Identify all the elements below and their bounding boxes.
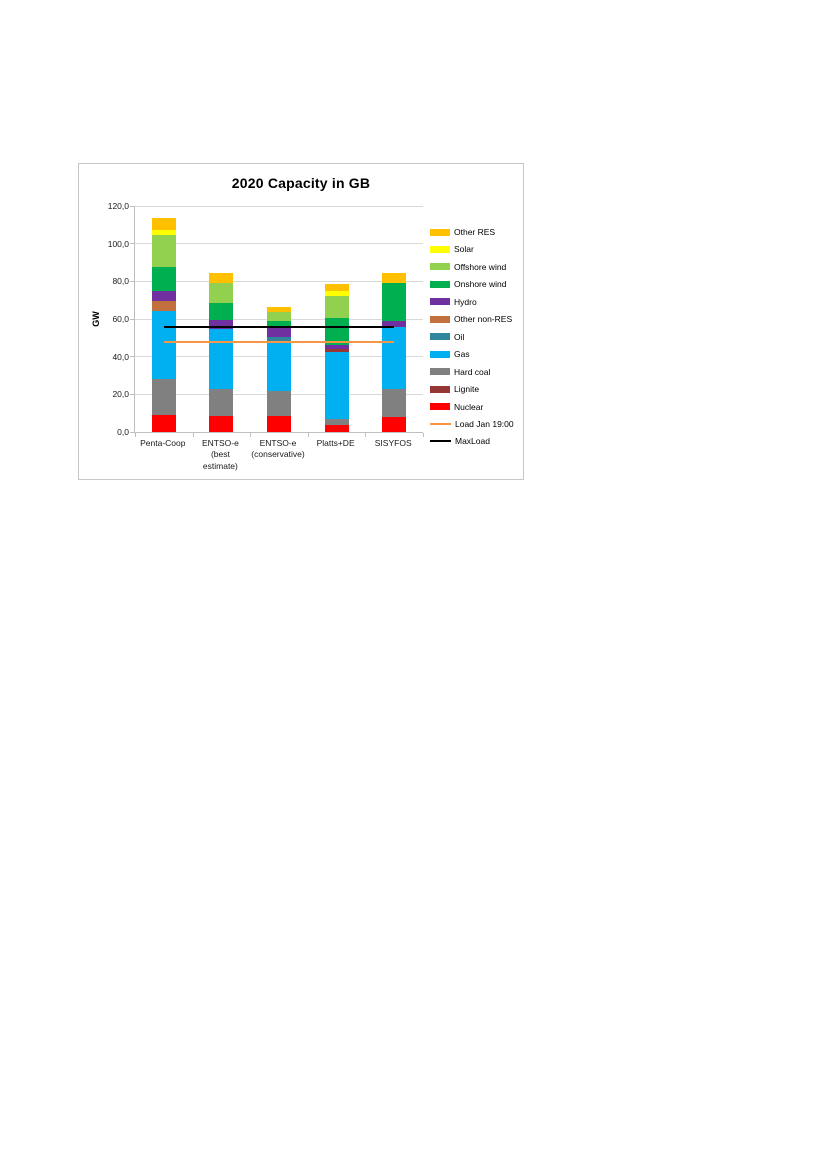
x-category-label-line: (conservative) bbox=[251, 449, 305, 460]
legend-swatch-offshore-wind bbox=[430, 263, 450, 270]
legend-label-offshore-wind: Offshore wind bbox=[454, 261, 507, 272]
x-tick-mark-4 bbox=[365, 433, 366, 437]
legend-item-other-res bbox=[430, 226, 495, 238]
bar-segment-hard-coal bbox=[325, 419, 349, 426]
legend-swatch-hard-coal bbox=[430, 368, 450, 375]
legend-swatch-solar bbox=[430, 246, 450, 253]
bar-segment-other-res bbox=[209, 273, 233, 283]
legend-swatch-onshore-wind bbox=[430, 281, 450, 288]
stacked-bar-entso-e-best-estimate bbox=[209, 273, 233, 432]
bar-segment-gas bbox=[325, 352, 349, 419]
x-category-label-line: Platts+DE bbox=[316, 438, 355, 448]
bar-segment-onshore-wind bbox=[382, 283, 406, 321]
bar-segment-offshore-wind bbox=[152, 235, 176, 267]
legend-item-nuclear bbox=[430, 401, 483, 413]
load-jan-19-00-line bbox=[164, 341, 394, 343]
legend-swatch-hydro bbox=[430, 298, 450, 305]
legend-label-maxload: MaxLoad bbox=[455, 436, 490, 447]
legend-item-gas bbox=[430, 348, 470, 360]
legend-item-maxload bbox=[430, 435, 490, 447]
y-tick-label-20: 20,0 bbox=[112, 389, 129, 400]
x-tick-mark-0 bbox=[135, 433, 136, 437]
x-category-label-line: SISYFOS bbox=[374, 438, 412, 448]
legend-label-hard-coal: Hard coal bbox=[454, 366, 491, 377]
legend-item-hydro bbox=[430, 296, 477, 308]
x-category-label-line: ENTSO-e bbox=[201, 438, 239, 448]
y-tick-label-0: 0,0 bbox=[117, 427, 129, 437]
chart-title: 2020 Capacity in GB bbox=[231, 175, 371, 191]
y-tick-mark-80 bbox=[130, 281, 135, 282]
legend-swatch-other-res bbox=[430, 229, 450, 236]
bar-segment-nuclear bbox=[325, 425, 349, 432]
plot-area bbox=[134, 206, 423, 433]
legend-label-nuclear: Nuclear bbox=[454, 401, 484, 412]
x-category-label-line: (best bbox=[210, 449, 230, 460]
legend-label-other-res: Other RES bbox=[454, 227, 496, 237]
gridline-120 bbox=[135, 206, 423, 207]
legend-label-hydro: Hydro bbox=[454, 296, 477, 307]
y-tick-mark-20 bbox=[130, 394, 135, 395]
bar-segment-offshore-wind bbox=[209, 283, 233, 303]
legend-swatch-oil bbox=[430, 333, 450, 340]
bar-segment-gas bbox=[209, 329, 233, 388]
gridline-100 bbox=[135, 243, 423, 244]
legend-swatch-gas bbox=[430, 351, 450, 358]
bar-segment-nuclear bbox=[152, 415, 176, 432]
y-tick-label-120: 120,0 bbox=[107, 201, 129, 211]
y-tick-label-40: 40,0 bbox=[112, 351, 129, 362]
bar-segment-gas bbox=[267, 343, 291, 391]
legend-item-other-non-res bbox=[430, 313, 512, 325]
x-category-label-line: Penta-Coop bbox=[140, 438, 186, 448]
bar-segment-hard-coal bbox=[152, 379, 176, 415]
bar-segment-nuclear bbox=[267, 416, 291, 432]
x-category-label-line: ENTSO-e bbox=[259, 438, 297, 448]
bar-segment-onshore-wind bbox=[209, 303, 233, 320]
stacked-bar-sisyfos bbox=[382, 273, 406, 432]
bar-segment-other-non-res bbox=[152, 301, 176, 311]
legend-label-other-non-res: Other non-RES bbox=[454, 314, 513, 325]
bar-segment-gas bbox=[152, 311, 176, 379]
legend-item-hard-coal bbox=[430, 366, 490, 378]
bar-segment-gas bbox=[382, 327, 406, 388]
legend-item-onshore-wind bbox=[430, 278, 506, 290]
bar-segment-nuclear bbox=[382, 417, 406, 432]
bar-segment-nuclear bbox=[209, 416, 233, 432]
x-tick-mark-3 bbox=[308, 433, 309, 437]
bar-segment-onshore-wind bbox=[152, 267, 176, 291]
y-axis-label: GW bbox=[91, 311, 101, 327]
legend-swatch-maxload bbox=[430, 440, 451, 442]
bar-segment-offshore-wind bbox=[325, 296, 349, 319]
legend-swatch-nuclear bbox=[430, 403, 450, 410]
legend-item-oil bbox=[430, 331, 464, 343]
y-tick-mark-40 bbox=[130, 356, 135, 357]
x-tick-mark-1 bbox=[193, 433, 194, 437]
x-tick-mark-2 bbox=[250, 433, 251, 437]
gridline-80 bbox=[135, 281, 423, 282]
legend-label-gas: Gas bbox=[454, 349, 470, 360]
legend-swatch-other-non-res bbox=[430, 316, 450, 323]
legend-item-offshore-wind bbox=[430, 261, 506, 273]
x-category-label-line: estimate) bbox=[202, 460, 238, 471]
legend-label-oil: Oil bbox=[454, 331, 465, 342]
bar-segment-offshore-wind bbox=[267, 312, 291, 320]
y-tick-mark-100 bbox=[130, 243, 135, 244]
bar-segment-other-res bbox=[325, 284, 349, 291]
maxload-line bbox=[164, 326, 394, 328]
y-tick-label-60: 60,0 bbox=[112, 314, 129, 324]
y-tick-label-100: 100,0 bbox=[107, 238, 129, 249]
bar-segment-hard-coal bbox=[209, 389, 233, 416]
legend-item-solar bbox=[430, 243, 474, 255]
bar-segment-other-res bbox=[152, 218, 176, 229]
bar-segment-hydro bbox=[152, 291, 176, 301]
legend-label-load-jan-19-00: Load Jan 19:00 bbox=[455, 418, 514, 429]
bar-segment-hard-coal bbox=[382, 389, 406, 417]
stacked-bar-platts-de bbox=[325, 284, 349, 432]
legend-item-lignite bbox=[430, 383, 479, 395]
y-tick-mark-120 bbox=[130, 206, 135, 207]
legend-label-solar: Solar bbox=[454, 244, 474, 255]
chart-container bbox=[78, 163, 524, 480]
y-tick-mark-60 bbox=[130, 319, 135, 320]
y-tick-label-80: 80,0 bbox=[112, 276, 129, 287]
legend-swatch-load-jan-19-00 bbox=[430, 423, 451, 425]
bar-segment-hydro bbox=[267, 328, 291, 336]
x-category-label-sisyfos bbox=[358, 438, 428, 449]
bar-segment-other-res bbox=[382, 273, 406, 283]
legend-swatch-lignite bbox=[430, 386, 450, 393]
x-tick-mark-5 bbox=[423, 433, 424, 437]
legend-label-onshore-wind: Onshore wind bbox=[454, 279, 507, 290]
legend-item-load-jan-19-00 bbox=[430, 418, 514, 430]
legend-label-lignite: Lignite bbox=[454, 384, 480, 395]
bar-segment-hard-coal bbox=[267, 391, 291, 416]
